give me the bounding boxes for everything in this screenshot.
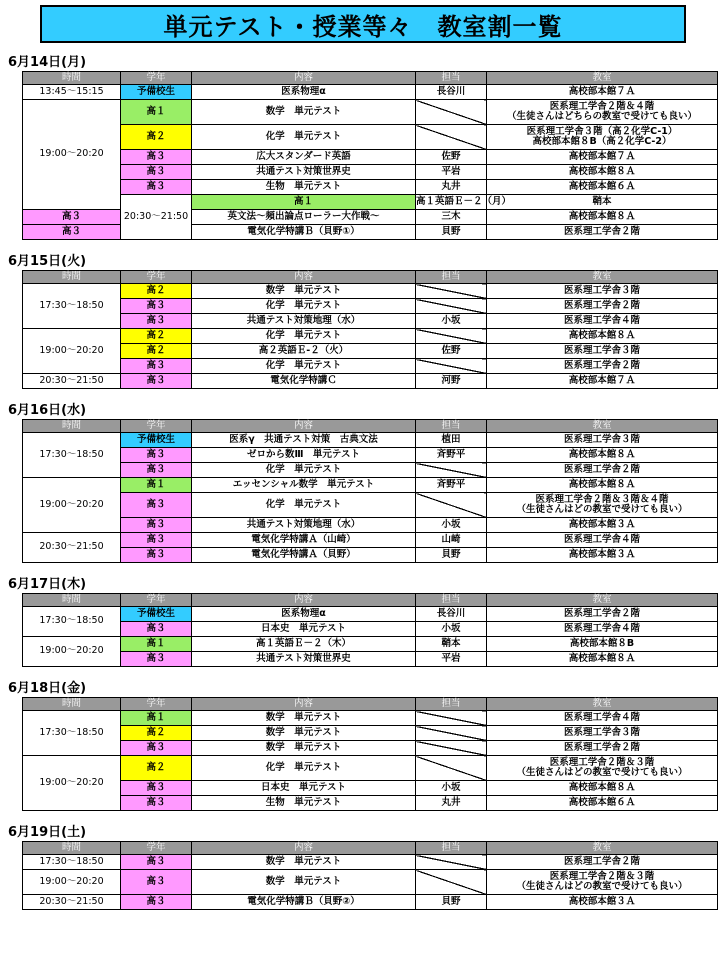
- content-cell: 共通テスト対策世界史: [192, 165, 416, 180]
- teacher-header: 担当: [416, 594, 487, 607]
- teacher-cell: [416, 125, 487, 150]
- teacher-header: 担当: [416, 420, 487, 433]
- day-section: [8, 55, 717, 240]
- grade-cell: 高３: [121, 299, 192, 314]
- room-cell: 高校部本館８Ａ: [487, 210, 718, 225]
- content-cell: 高１英語Ｅ－２（月）: [416, 195, 487, 210]
- content-cell: 化学 単元テスト: [192, 756, 416, 781]
- table-row: [23, 855, 718, 870]
- room-cell: 高校部本館６Ａ: [487, 796, 718, 811]
- content-cell: 化学 単元テスト: [192, 463, 416, 478]
- content-cell: 化学 単元テスト: [192, 125, 416, 150]
- grade-cell: 高３: [121, 796, 192, 811]
- teacher-cell: 貝野: [416, 225, 487, 240]
- day-date: 6月15日(火): [8, 254, 87, 269]
- content-cell: 広大スタンダード英語: [192, 150, 416, 165]
- table-row: [23, 796, 718, 811]
- table-row: [23, 150, 718, 165]
- content-cell: 医系物理α: [192, 607, 416, 622]
- table-row: [23, 518, 718, 533]
- teacher-cell: [416, 870, 487, 895]
- room-cell: 医系理工学舎２階: [487, 855, 718, 870]
- time-cell: 17:30～18:50: [23, 711, 121, 756]
- content-cell: 数学 単元テスト: [192, 855, 416, 870]
- table-row: [23, 180, 718, 195]
- room-header: 教室: [487, 594, 718, 607]
- time-header: 時間: [23, 698, 121, 711]
- grade-header: 学年: [121, 594, 192, 607]
- grade-header: 学年: [121, 842, 192, 855]
- content-cell: 生物 単元テスト: [192, 180, 416, 195]
- teacher-cell: [416, 726, 487, 741]
- grade-cell: 高３: [121, 652, 192, 667]
- grade-cell: 高３: [121, 150, 192, 165]
- grade-cell: 高３: [121, 180, 192, 195]
- schedule-table: [22, 697, 718, 811]
- table-row: [23, 433, 718, 448]
- teacher-cell: 斉野平: [416, 448, 487, 463]
- content-cell: 化学 単元テスト: [192, 493, 416, 518]
- time-cell: 19:00～20:20: [23, 478, 121, 533]
- grade-header: 学年: [121, 698, 192, 711]
- teacher-header: 担当: [416, 271, 487, 284]
- page-title: 単元テスト・授業等々 教室割一覧: [40, 5, 686, 43]
- teacher-cell: 斉野平: [416, 478, 487, 493]
- table-row: [23, 493, 718, 518]
- teacher-cell: 河野: [416, 374, 487, 389]
- grade-header: 学年: [121, 72, 192, 85]
- room-cell: 高校部本館３Ａ: [487, 895, 718, 910]
- room-cell: 医系理工学舎４階: [487, 533, 718, 548]
- day-date: 6月16日(水): [8, 403, 87, 418]
- table-header-row: [23, 72, 718, 85]
- grade-cell: 高３: [121, 741, 192, 756]
- content-cell: 医系物理α: [192, 85, 416, 100]
- grade-cell: 高３: [121, 374, 192, 389]
- grade-cell: 高２: [121, 125, 192, 150]
- table-row: [23, 533, 718, 548]
- grade-cell: 高３: [23, 225, 121, 240]
- time-cell: 19:00～20:20: [23, 100, 121, 210]
- teacher-cell: 三木: [416, 210, 487, 225]
- day-date: 6月17日(木): [8, 577, 87, 592]
- content-cell: 数学 単元テスト: [192, 711, 416, 726]
- content-cell: 日本史 単元テスト: [192, 622, 416, 637]
- content-cell: 化学 単元テスト: [192, 329, 416, 344]
- room-cell: 医系理工学舎２階: [487, 225, 718, 240]
- grade-cell: 高２: [121, 726, 192, 741]
- teacher-cell: 鞘本: [487, 195, 718, 210]
- schedule-table: [22, 270, 718, 389]
- room-cell: 高校部本館８B: [487, 637, 718, 652]
- teacher-cell: [416, 855, 487, 870]
- grade-cell: 予備校生: [121, 85, 192, 100]
- room-header: 教室: [487, 842, 718, 855]
- time-cell: 19:00～20:20: [23, 756, 121, 811]
- room-cell: 医系理工学舎３階: [487, 344, 718, 359]
- teacher-cell: 植田: [416, 433, 487, 448]
- content-cell: 数学 単元テスト: [192, 726, 416, 741]
- table-row: [23, 165, 718, 180]
- content-cell: 共通テスト対策世界史: [192, 652, 416, 667]
- time-cell: 13:45～15:15: [23, 85, 121, 100]
- content-cell: 高１英語Ｅ－２（木）: [192, 637, 416, 652]
- schedule-table: [22, 419, 718, 563]
- room-cell: 医系理工学舎４階: [487, 314, 718, 329]
- time-header: 時間: [23, 420, 121, 433]
- content-cell: 数学 単元テスト: [192, 870, 416, 895]
- table-row: [23, 329, 718, 344]
- teacher-cell: 小坂: [416, 314, 487, 329]
- table-row: [23, 726, 718, 741]
- schedule-table: [22, 71, 718, 240]
- teacher-cell: 佐野: [416, 150, 487, 165]
- table-row: [23, 125, 718, 150]
- teacher-cell: 佐野: [416, 344, 487, 359]
- time-cell: 19:00～20:20: [23, 870, 121, 895]
- time-cell: 19:00～20:20: [23, 637, 121, 667]
- table-row: [23, 781, 718, 796]
- grade-cell: 高３: [121, 895, 192, 910]
- grade-cell: 高３: [121, 463, 192, 478]
- teacher-cell: 丸井: [416, 796, 487, 811]
- room-cell: 高校部本館３Ａ: [487, 518, 718, 533]
- room-header: 教室: [487, 72, 718, 85]
- grade-cell: 高２: [121, 284, 192, 299]
- content-cell: 電気化学特講Ａ（貝野）: [192, 548, 416, 563]
- table-row: [23, 374, 718, 389]
- content-cell: エッセンシャル数学 単元テスト: [192, 478, 416, 493]
- time-cell: 20:30～21:50: [23, 533, 121, 563]
- teacher-cell: 小坂: [416, 781, 487, 796]
- room-cell: 医系理工学舎２階: [487, 607, 718, 622]
- schedule-table: [22, 593, 718, 667]
- table-row: [23, 756, 718, 781]
- content-header: 内容: [192, 842, 416, 855]
- time-header: 時間: [23, 271, 121, 284]
- content-cell: 電気化学特講Ｃ: [192, 374, 416, 389]
- content-cell: 英文法～頻出論点ローラー大作戦～: [192, 210, 416, 225]
- teacher-cell: [416, 741, 487, 756]
- table-row: [23, 463, 718, 478]
- time-header: 時間: [23, 72, 121, 85]
- schedule-table: [22, 841, 718, 910]
- grade-cell: 高３: [121, 448, 192, 463]
- room-cell: 医系理工学舎２階: [487, 741, 718, 756]
- content-cell: 生物 単元テスト: [192, 796, 416, 811]
- content-cell: 数学 単元テスト: [192, 284, 416, 299]
- grade-cell: 高３: [121, 165, 192, 180]
- content-cell: 電気化学特講Ｂ（貝野②）: [192, 895, 416, 910]
- time-header: 時間: [23, 842, 121, 855]
- content-cell: 数学 単元テスト: [192, 741, 416, 756]
- table-row: [23, 284, 718, 299]
- teacher-cell: 小坂: [416, 518, 487, 533]
- content-cell: ゼロから数Ⅲ 単元テスト: [192, 448, 416, 463]
- room-cell: 医系理工学舎２階: [487, 463, 718, 478]
- teacher-cell: 貝野: [416, 895, 487, 910]
- room-cell: 医系理工学舎２階＆４階 （生徒さんはどちらの教室で受けても良い）: [487, 100, 718, 125]
- content-cell: 日本史 単元テスト: [192, 781, 416, 796]
- room-cell: 医系理工学舎２階＆３階 （生徒さんはどの教室で受けても良い）: [487, 756, 718, 781]
- teacher-cell: 貝野: [416, 548, 487, 563]
- room-cell: 医系理工学舎３階（高２化学C-1） 高校部本館８B（高２化学C-2）: [487, 125, 718, 150]
- room-cell: 高校部本館６Ａ: [487, 180, 718, 195]
- grade-cell: 高３: [121, 622, 192, 637]
- grade-cell: 高３: [121, 518, 192, 533]
- day-section: [8, 681, 717, 811]
- content-cell: 数学 単元テスト: [192, 100, 416, 125]
- day-section: [8, 825, 717, 910]
- table-row: [23, 344, 718, 359]
- grade-cell: 予備校生: [121, 607, 192, 622]
- room-header: 教室: [487, 420, 718, 433]
- table-row: [23, 711, 718, 726]
- table-row: [23, 478, 718, 493]
- room-cell: 医系理工学舎２階: [487, 299, 718, 314]
- teacher-cell: [416, 284, 487, 299]
- content-cell: 共通テスト対策地理（水）: [192, 314, 416, 329]
- table-row: [23, 637, 718, 652]
- teacher-header: 担当: [416, 698, 487, 711]
- day-date: 6月18日(金): [8, 681, 87, 696]
- room-cell: 医系理工学舎４階: [487, 711, 718, 726]
- grade-cell: 高３: [121, 493, 192, 518]
- grade-cell: 高１: [121, 637, 192, 652]
- time-cell: 17:30～18:50: [23, 284, 121, 329]
- day-date: 6月14日(月): [8, 55, 87, 70]
- teacher-header: 担当: [416, 842, 487, 855]
- time-cell: 17:30～18:50: [23, 433, 121, 478]
- time-header: 時間: [23, 594, 121, 607]
- grade-cell: 高３: [121, 314, 192, 329]
- grade-cell: 高３: [23, 210, 121, 225]
- table-row: [23, 607, 718, 622]
- grade-cell: 高３: [121, 870, 192, 895]
- table-header-row: [23, 842, 718, 855]
- teacher-cell: 丸井: [416, 180, 487, 195]
- room-cell: 高校部本館７Ａ: [487, 150, 718, 165]
- time-cell: 20:30～21:50: [121, 195, 192, 240]
- grade-cell: 高１: [121, 100, 192, 125]
- grade-header: 学年: [121, 420, 192, 433]
- teacher-cell: 山崎: [416, 533, 487, 548]
- content-cell: 電気化学特講Ａ（山崎）: [192, 533, 416, 548]
- teacher-cell: [416, 329, 487, 344]
- content-header: 内容: [192, 420, 416, 433]
- table-row: [23, 100, 718, 125]
- time-cell: 19:00～20:20: [23, 329, 121, 374]
- day-section: [8, 577, 717, 667]
- table-header-row: [23, 698, 718, 711]
- teacher-cell: [416, 359, 487, 374]
- room-cell: 高校部本館７Ａ: [487, 85, 718, 100]
- day-section: [8, 254, 717, 389]
- time-cell: 17:30～18:50: [23, 855, 121, 870]
- teacher-cell: 平岩: [416, 165, 487, 180]
- schedule-list: [0, 55, 725, 924]
- teacher-cell: [416, 756, 487, 781]
- grade-cell: 高３: [121, 855, 192, 870]
- room-cell: 医系理工学舎２階: [487, 359, 718, 374]
- room-cell: 医系理工学舎２階＆３階＆４階 （生徒さんはどの教室で受けても良い）: [487, 493, 718, 518]
- grade-cell: 高２: [121, 329, 192, 344]
- content-cell: 電気化学特講Ｂ（貝野①）: [192, 225, 416, 240]
- content-cell: 共通テスト対策地理（水）: [192, 518, 416, 533]
- grade-cell: 高３: [121, 781, 192, 796]
- table-row: [23, 359, 718, 374]
- room-cell: 医系理工学舎３階: [487, 284, 718, 299]
- table-row: [23, 299, 718, 314]
- table-header-row: [23, 594, 718, 607]
- teacher-cell: 平岩: [416, 652, 487, 667]
- teacher-cell: [416, 463, 487, 478]
- table-row: [23, 652, 718, 667]
- room-header: 教室: [487, 271, 718, 284]
- table-row: [23, 895, 718, 910]
- table-row: [23, 85, 718, 100]
- teacher-cell: [416, 493, 487, 518]
- teacher-cell: 小坂: [416, 622, 487, 637]
- grade-cell: 高１: [121, 478, 192, 493]
- room-cell: 医系理工学舎３階: [487, 433, 718, 448]
- teacher-cell: 長谷川: [416, 85, 487, 100]
- content-header: 内容: [192, 594, 416, 607]
- time-cell: 17:30～18:50: [23, 607, 121, 637]
- teacher-cell: 鞘本: [416, 637, 487, 652]
- room-cell: 高校部本館８Ａ: [487, 165, 718, 180]
- table-row: [23, 195, 718, 210]
- teacher-cell: [416, 100, 487, 125]
- table-row: [23, 741, 718, 756]
- room-cell: 高校部本館８Ａ: [487, 329, 718, 344]
- room-cell: 医系理工学舎３階: [487, 726, 718, 741]
- grade-cell: 予備校生: [121, 433, 192, 448]
- teacher-header: 担当: [416, 72, 487, 85]
- content-cell: 高２英語Ｅ-２（火）: [192, 344, 416, 359]
- teacher-cell: [416, 299, 487, 314]
- content-header: 内容: [192, 72, 416, 85]
- room-cell: 医系理工学舎２階＆３階 （生徒さんはどの教室で受けても良い）: [487, 870, 718, 895]
- content-cell: 化学 単元テスト: [192, 359, 416, 374]
- content-cell: 医系γ 共通テスト対策 古典文法: [192, 433, 416, 448]
- day-section: [8, 403, 717, 563]
- table-row: [23, 314, 718, 329]
- table-row: [23, 448, 718, 463]
- grade-cell: 高１: [121, 711, 192, 726]
- room-cell: 高校部本館８Ａ: [487, 478, 718, 493]
- table-header-row: [23, 271, 718, 284]
- grade-cell: 高１: [192, 195, 416, 210]
- time-cell: 20:30～21:50: [23, 895, 121, 910]
- grade-cell: 高３: [121, 533, 192, 548]
- grade-cell: 高３: [121, 548, 192, 563]
- room-cell: 医系理工学舎４階: [487, 622, 718, 637]
- teacher-cell: 長谷川: [416, 607, 487, 622]
- room-cell: 高校部本館７Ａ: [487, 374, 718, 389]
- table-row: [23, 870, 718, 895]
- room-cell: 高校部本館８Ａ: [487, 652, 718, 667]
- grade-cell: 高３: [121, 359, 192, 374]
- table-row: [23, 548, 718, 563]
- table-header-row: [23, 420, 718, 433]
- room-cell: 高校部本館８Ａ: [487, 781, 718, 796]
- room-header: 教室: [487, 698, 718, 711]
- grade-cell: 高２: [121, 344, 192, 359]
- teacher-cell: [416, 711, 487, 726]
- grade-cell: 高２: [121, 756, 192, 781]
- time-cell: 20:30～21:50: [23, 374, 121, 389]
- room-cell: 高校部本館８Ａ: [487, 448, 718, 463]
- day-date: 6月19日(土): [8, 825, 87, 840]
- room-cell: 高校部本館３Ａ: [487, 548, 718, 563]
- grade-header: 学年: [121, 271, 192, 284]
- table-row: [23, 622, 718, 637]
- content-cell: 化学 単元テスト: [192, 299, 416, 314]
- content-header: 内容: [192, 698, 416, 711]
- content-header: 内容: [192, 271, 416, 284]
